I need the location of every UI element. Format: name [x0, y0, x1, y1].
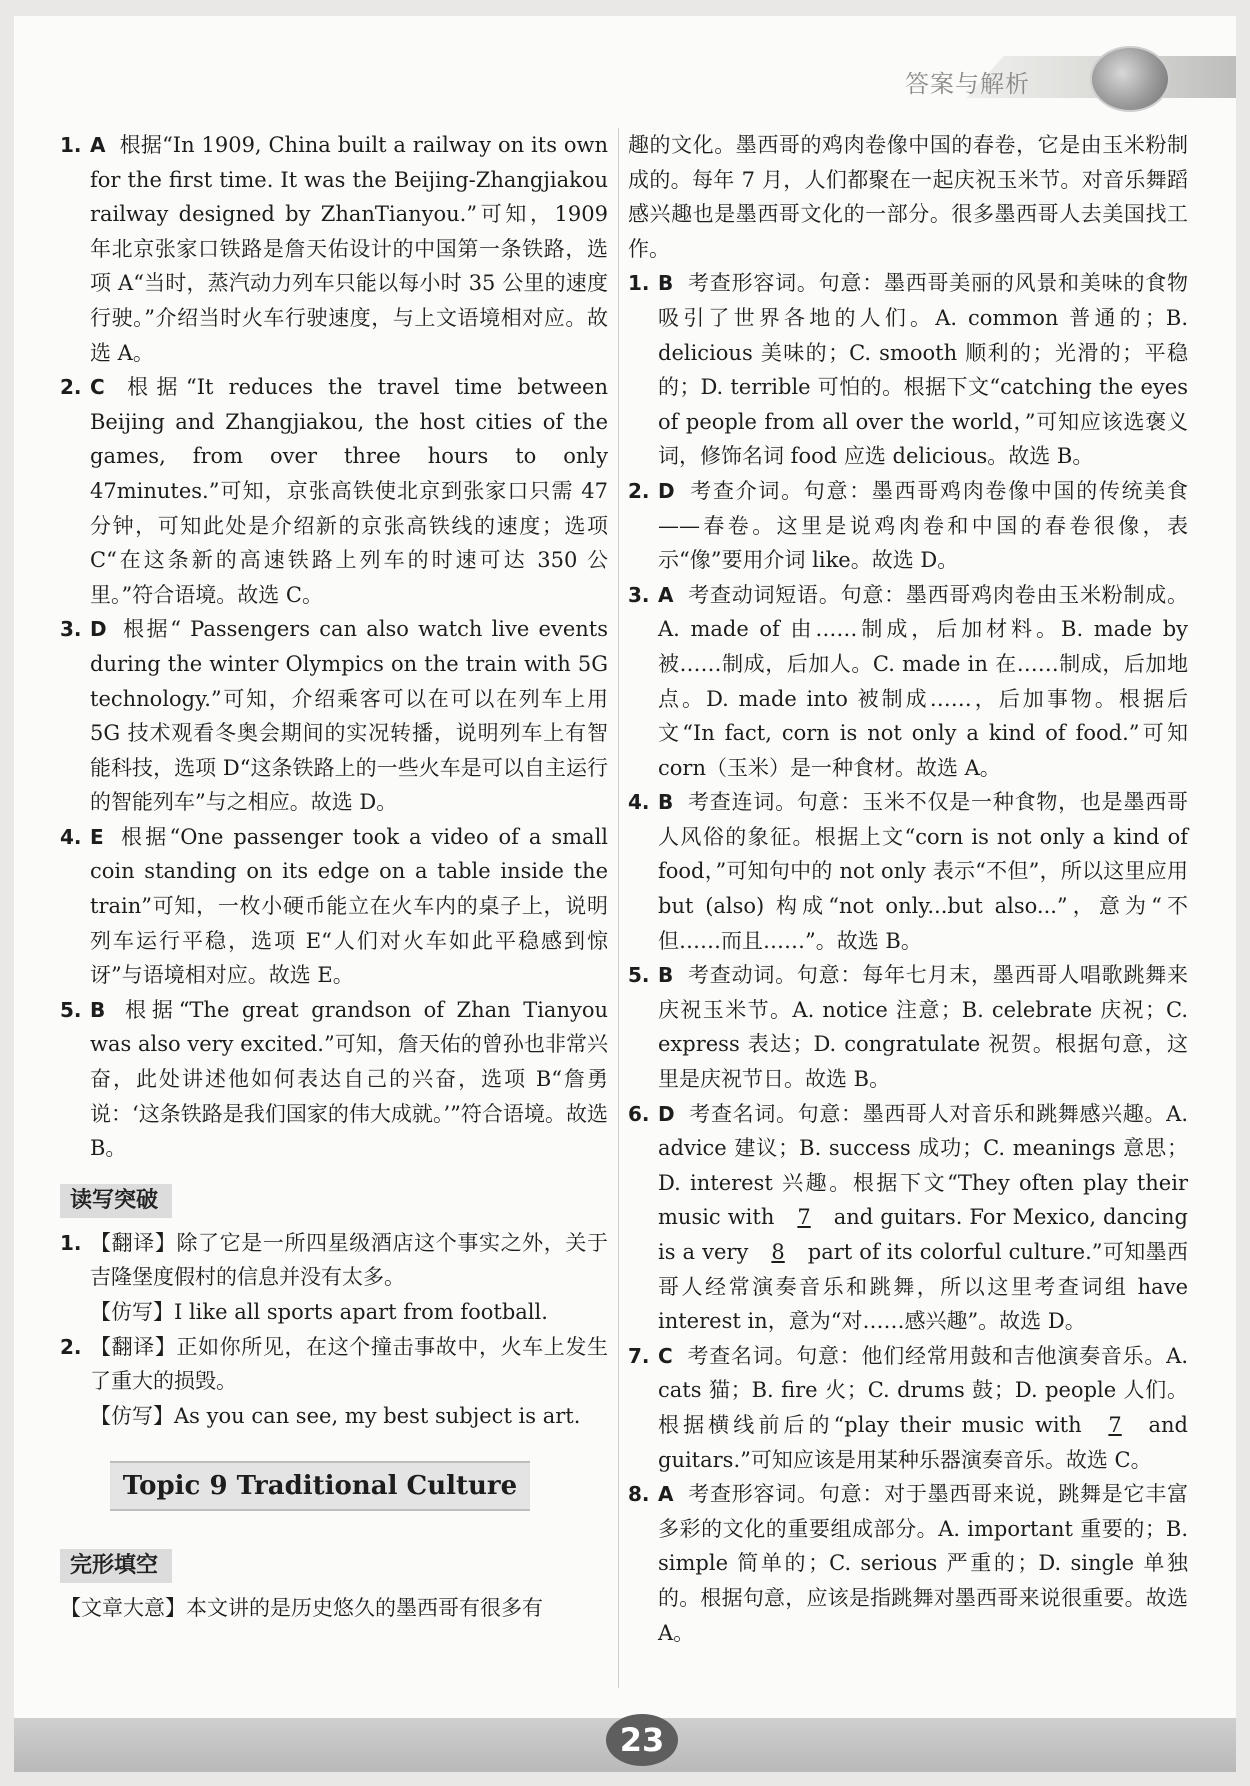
- item-answer: B: [658, 963, 674, 988]
- item-explanation: 考查名词。句意：他们经常用鼓和吉他演奏音乐。A. cats 猫；B. fire 火；C. drums 鼓；D. people 人们。根据横线前后的“play their music with: [658, 1343, 1188, 1437]
- item-answer: D: [658, 1101, 675, 1126]
- answer-item: [628, 578, 1188, 786]
- item-explanation: 根据“The great grandson of Zhan Tianyou was also very excited.”可知，詹天佑的曾孙也非常兴奋，此处讲述他如何表达自己的兴奋，选项 B“詹勇说：‘这条铁路是我们国家的伟大成就。’”符合语境。故选 B。: [90, 997, 608, 1161]
- translation-text: 除了它是一所四星级酒店这个事实之外，关于吉隆堡度假村的信息并没有太多。: [90, 1230, 609, 1290]
- item-number: 1.: [60, 1230, 82, 1255]
- item-number: 7.: [628, 1343, 650, 1368]
- item-explanation: 考查连词。句意：玉米不仅是一种食物，也是墨西哥人风俗的象征。根据上文“corn is not only a kind of food，”可知句中的 not only 表示“不但”，所以这里应用 but (also) 构成“not only...but also...”，意为“不但……而且……”。故选 B。: [658, 790, 1188, 953]
- answer-item: [628, 1477, 1188, 1650]
- item-explanation: 根据“ Passengers can also watch live events during the winter Olympics on the train with 5G technology.”可知，介绍乘客可以在可以在列车上用 5G 技术观看冬奥会期间的实况转播，说明列车上有智能科技，选项 D“这条铁路上的一些火车是可以自主运行的智能列车”与之相应。故选 D。: [90, 617, 608, 815]
- answer-item: [60, 820, 608, 993]
- item-number: 1.: [60, 133, 82, 157]
- item-answer: A: [658, 582, 674, 607]
- imitation-text: As you can see, my best subject is art.: [174, 1403, 581, 1428]
- right-column: [628, 128, 1188, 1650]
- imitation-tag: 【仿写】: [90, 1403, 174, 1428]
- item-answer: C: [658, 1343, 673, 1368]
- answer-item: [628, 958, 1188, 1096]
- item-number: 2.: [60, 375, 82, 400]
- translation-item: [60, 1330, 608, 1434]
- item-number: 4.: [628, 790, 650, 815]
- item-answer: B: [658, 790, 674, 815]
- item-answer: D: [658, 478, 675, 503]
- item-number: 2.: [628, 478, 650, 503]
- item-number: 8.: [628, 1482, 650, 1507]
- answer-item: [60, 612, 608, 820]
- item-explanation: 根据“In 1909, China built a railway on its own for the first time. It was the Beijing-Zhangjiakou railway designed by ZhanTianyou.”可知，1909 年北京张家口铁路是詹天佑设计的中国第一条铁路，选项 A“当时，蒸汽动力列车只能以每小时 35 公里的速度行驶。”介绍当时火车行驶速度，与上文语境相对应。故选 A。: [90, 133, 608, 365]
- item-explanation: 考查名词。句意：墨西哥人对音乐和跳舞感兴趣。A. advice 建议；B. success 成功；C. meanings 意思；D. interest 兴趣。根据下文“They often play their music with: [658, 1101, 1188, 1230]
- answer-item: [628, 785, 1188, 958]
- header-title: 答案与解析: [905, 70, 1030, 98]
- answer-item: [628, 1339, 1188, 1477]
- answer-item: [60, 128, 608, 370]
- summary-text: 本文讲的是历史悠久的墨西哥有很多有: [186, 1596, 543, 1621]
- imitation-tag: 【仿写】: [90, 1300, 174, 1324]
- item-number: 1.: [628, 271, 650, 296]
- section-heading-cloze: 完形填空: [60, 1549, 172, 1583]
- header-logo-image: [1090, 46, 1170, 112]
- translation-tag: 【翻译】: [90, 1334, 177, 1359]
- item-explanation: 考查动词。句意：每年七月末，墨西哥人唱歌跳舞来庆祝玉米节。A. notice 注意；B. celebrate 庆祝；C. express 表达；D. congratulate 祝贺。根据句意，这里是庆祝节日。故选 B。: [658, 963, 1188, 1092]
- answer-item: [628, 1097, 1188, 1339]
- item-number: 4.: [60, 824, 82, 849]
- item-answer: B: [90, 997, 106, 1022]
- item-number: 3.: [60, 617, 82, 642]
- summary-continuation: 趣的文化。墨西哥的鸡肉卷像中国的春卷，它是由玉米粉制成的。每年 7 月，人们都聚在一起庆祝玉米节。对音乐舞蹈感兴趣也是墨西哥文化的一部分。很多墨西哥人去美国找工作。: [628, 133, 1188, 261]
- item-explanation: 考查介词。句意：墨西哥鸡肉卷像中国的传统美食——春卷。这里是说鸡肉卷和中国的春卷很像，表示“像”要用介词 like。故选 D。: [658, 478, 1188, 573]
- item-answer: C: [90, 375, 105, 400]
- item-explanation: 根据“It reduces the travel time between Beijing and Zhangjiakou, the host cities of the games, from over three hours to only 47minutes.”可知，京张高铁使北京到张家口只需 47 分钟，可知此处是介绍新的京张高铁线的速度；选项 C“在这条新的高速铁路上列车的时速可达 350 公里。”符合语境。故选 C。: [90, 375, 608, 607]
- summary-tag: 【文章大意】: [60, 1596, 186, 1621]
- item-explanation: 考查形容词。句意：墨西哥美丽的风景和美味的食物吸引了世界各地的人们。A. common 普通的；B. delicious 美味的；C. smooth 顺利的；光滑的；平稳的；D. terrible 可怕的。根据下文“catching the eyes of people from all over the world，”可知应该选褒义词，修饰名词 food 应选 delicious。故选 B。: [658, 271, 1188, 469]
- page-number: 23: [606, 1714, 678, 1766]
- translation-text: 正如你所见，在这个撞击事故中，火车上发生了重大的损毁。: [90, 1334, 609, 1394]
- answer-item: [60, 370, 608, 612]
- item-explanation: and guitars.”可知应该是用某种乐器演奏音乐。故选 C。: [658, 1412, 1188, 1472]
- item-answer: A: [90, 133, 106, 157]
- item-explanation: 根据“One passenger took a video of a small coin standing on its edge on a table inside the train”可知，一枚小硬币能立在火车内的桌子上，说明列车运行平稳，选项 E“人们对火车如此平稳感到惊讶”与语境相对应。故选 E。: [90, 824, 608, 988]
- item-explanation: 考查动词短语。句意：墨西哥鸡肉卷由玉米粉制成。A. made of 由……制成，后加材料。B. made by 被……制成，后加人。C. made in 在……制成，后加地点。D. made into 被制成……，后加事物。根据后文“In fact, corn is not only a kind of food.”可知 corn（玉米）是一种食材。故选 A。: [658, 582, 1188, 780]
- left-column: [60, 128, 608, 1626]
- item-number: 3.: [628, 582, 650, 607]
- item-number: 5.: [628, 963, 650, 988]
- item-explanation: and guitars. For Mexico, dancing is a very: [658, 1205, 1188, 1264]
- blank-number: 8: [771, 1240, 785, 1264]
- section-heading-read-write: 读写突破: [60, 1184, 172, 1218]
- answer-item: [60, 993, 608, 1166]
- item-explanation: part of its colorful culture.”可知墨西哥人经常演奏音乐和跳舞，所以这里考查词组 have interest in，意为“对……感兴趣”。故选 D。: [658, 1240, 1188, 1334]
- item-explanation: 考查形容词。句意：对于墨西哥来说，跳舞是它丰富多彩的文化的重要组成部分。A. important 重要的；B. simple 简单的；C. serious 严重的；D. single 单独的。根据句意，应该是指跳舞对墨西哥来说很重要。故选 A。: [658, 1482, 1188, 1645]
- blank-number: 7: [1108, 1412, 1122, 1437]
- item-number: 6.: [628, 1101, 650, 1126]
- item-number: 2.: [60, 1334, 82, 1359]
- topic-heading: Topic 9 Traditional Culture: [110, 1461, 530, 1511]
- translation-item: [60, 1226, 608, 1330]
- imitation-text: I like all sports apart from football.: [174, 1300, 548, 1324]
- item-answer: A: [658, 1482, 674, 1507]
- item-answer: D: [90, 617, 107, 642]
- item-answer: B: [658, 271, 674, 296]
- answer-item: [628, 474, 1188, 578]
- item-number: 5.: [60, 997, 82, 1022]
- column-divider: [618, 128, 619, 1688]
- answer-page: [14, 16, 1236, 1772]
- summary-paragraph: [60, 1591, 608, 1626]
- blank-number: 7: [797, 1205, 811, 1230]
- answer-item: [628, 266, 1188, 474]
- translation-tag: 【翻译】: [90, 1230, 177, 1255]
- item-answer: E: [90, 824, 104, 849]
